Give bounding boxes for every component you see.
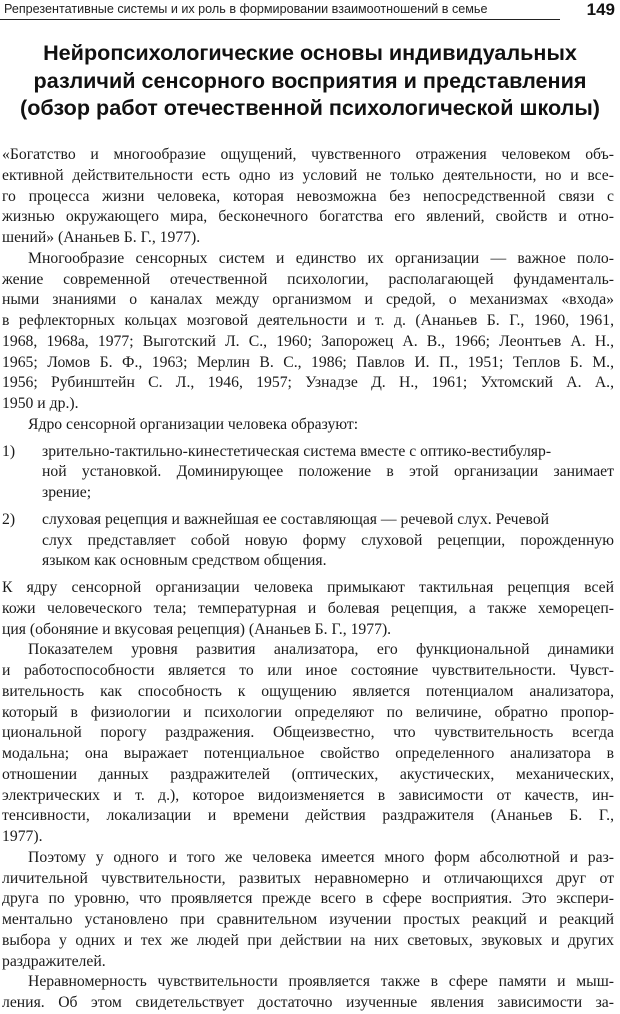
text-line: жение современной отечественной психологии, располагающей фундаменталь- [2,270,614,288]
list-item-line [2,510,614,531]
text-line: 1965; Ломов Б. Ф., 1963; Мерлин В. С., 1986; Павлов И. П., 1951; Теплов Б. М., [2,353,614,371]
text-line: 1950 и др.). [2,395,79,412]
text-line: ментально установлено при сравнительном изучении простых реакций и реакций [2,911,614,928]
text-line: Ядро сенсорной организации человека образуют: [28,415,359,433]
text-line: тенсивности, локализации и времени действия раздражителя (Ананьев Б. Г., [2,807,614,825]
list-item [2,510,614,572]
text-line: 1977). [2,828,43,845]
text-line: ными знаниями о каналах между организмом и средой, о механизмах «входа» [2,291,614,309]
text-line: ция (обоняние и вкусовая рецепция) (Ананьев Б. Г., 1977). [2,620,392,638]
list-item-text: слуховая рецепция и важнейшая ее составляющая — речевой слух. Речевой [42,510,550,528]
list-item [2,442,614,504]
text-line: 1968, 1968а, 1977; Выготский Л. С., 1960; Запорожец А. В., 1966; Леонтьев А. Н., [2,332,614,350]
body-text [2,145,614,1014]
text-line: модальна; она выражает потенциальное свойство определенного анализатора в [2,745,614,762]
text-line: циональной порогу раздражения. Общеизвестно, что чувствительность всегда [2,724,614,742]
section-title [0,39,620,122]
text-line: и работоспособности является то или иное состояние чувствительности. Чувст- [2,662,614,679]
text-line: раздражителей. [2,952,106,970]
text-line: который в физиологии и психологии определяют по величине, обратно пропор- [2,703,614,721]
section-title-line: (обзор работ отечественной психологической школы) [20,95,600,120]
text-line: ления. Об этом свидетельствует достаточно изученные явления зависимости за- [2,994,614,1011]
paragraph-adjacent [2,578,614,640]
section-title-line: различий сенсорного восприятия и представления [33,67,587,93]
text-line: личительной чувствительности, развитых неравномерно и отличающихся друг от [2,869,614,887]
text-line: зрение; [42,484,92,501]
text-line: Показателем уровня развития анализатора, его функциональной динамики [28,641,614,659]
text-line: Поэтому у одного и того же человека имеется много форм абсолютной и раз- [28,848,614,866]
list-item-text: зрительно-тактильно-кинестетическая система вместе с оптико-вестибуляр- [42,442,552,460]
text-line: друга по уровню, что проявляется прежде всего в сфере восприятия. Это экспери- [2,890,614,908]
text-line: жизнью окружающего мира, бесконечного богатства его явлений, свойств и отно- [2,208,614,226]
text-line: Многообразие сенсорных систем и единство их организации — важное поло- [28,249,614,267]
paragraph-diversity [2,249,614,415]
paragraph-forms [2,848,614,973]
text-line: в рефлекторных кольцах мозговой деятельности и т. д. (Ананьев Б. Г., 1960, 1961, [2,312,614,329]
running-header: Репрезентативные системы и их роль в формировании взаимоотношений в семье [0,0,560,20]
text-line: го процесса жизни человека, которая невозможна без непосредственной связи с [2,187,614,205]
text-line: электрических и т. д.), которое видоизменяется в зависимости от качеств, ин- [2,786,614,804]
text-line: К ядру сенсорной организации человека примыкают тактильная рецепция всей [2,579,614,596]
text-line: ной установкой. Доминирующее положение в этой организации занимает [42,463,614,481]
text-line: Неравномерность чувствительности проявляется также в сфере памяти и мыш- [28,973,614,991]
text-line: отношении данных раздражителей (оптических, акустических, механических, [2,765,614,783]
text-line: шений» (Ананьев Б. Г., 1977). [2,229,201,246]
list-marker: 2) [2,510,16,528]
text-line: языком как основным средством общения. [42,552,327,570]
text-line: ективной действительности есть одно из условий не только деятельности, но и все- [2,166,614,184]
text-line: выбора у одних и тех же людей при действии на них световых, звуковых и других [2,931,614,949]
paragraph-core-intro [2,415,614,436]
paragraph-unevenness [2,972,614,1014]
text-line: вительность как способность к ощущению является потенциалом анализатора, [2,682,614,700]
paragraph-quote [2,145,614,249]
text-line: кожи человеческого тела; температурная и болевая рецепция, а также хеморецеп- [2,599,614,617]
text-line: 1956; Рубинштейн С. Л., 1946, 1957; Узнадзе Д. Н., 1961; Ухтомский А. А., [2,374,614,392]
text-line: «Богатство и многообразие ощущений, чувственного отражения человеком объ- [2,146,614,163]
list-marker: 1) [2,442,16,460]
paragraph-indicator [2,640,614,848]
page-number: 149 [586,0,615,19]
list-item-line [2,442,614,463]
section-title-line: Нейропсихологические основы индивидуальных [43,40,577,65]
text-line: слух представляет собой новую форму слуховой рецепции, порожденную [42,531,614,549]
